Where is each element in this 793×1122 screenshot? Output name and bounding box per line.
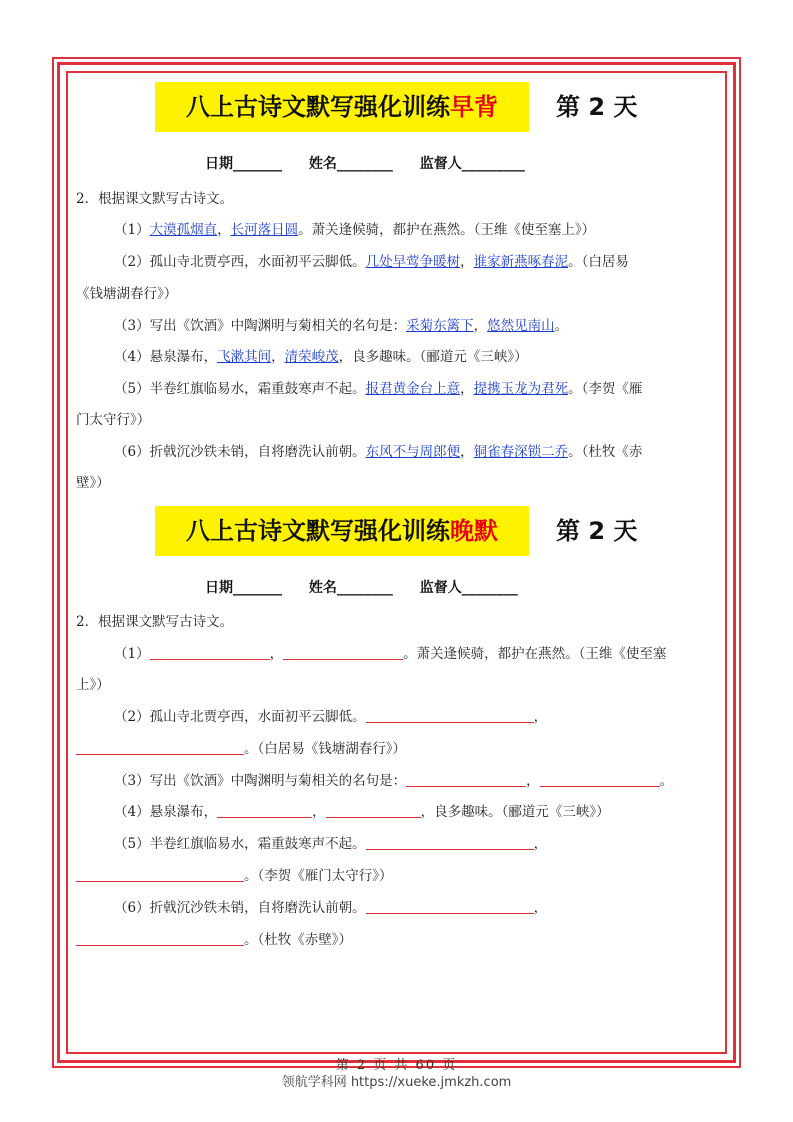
answer-text: 大漠孤烟直: [149, 222, 218, 238]
morning-item-4: [114, 347, 721, 367]
item-text: ，: [526, 773, 540, 789]
item-text: ，: [460, 444, 474, 460]
evening-question-heading: 2．根据课文默写古诗文。: [76, 614, 234, 630]
evening-meta-row: [205, 577, 625, 597]
answer-text: 长河落日圆: [230, 222, 299, 238]
evening-item-6-cont: [76, 930, 721, 950]
answer-blank[interactable]: [406, 772, 526, 787]
answer-text: 东风不与周郎便: [365, 444, 461, 460]
supervisor-field: 监督人________: [419, 580, 518, 596]
evening-title: [155, 506, 529, 556]
item-text: 。（白居易: [568, 254, 629, 270]
morning-day-label: 第 2 天: [556, 93, 638, 121]
morning-title: [155, 82, 529, 132]
answer-blank[interactable]: [283, 645, 403, 660]
item-text: 。萧关逢候骑，都护在燕然。（王维《使至塞上》）: [298, 222, 596, 238]
morning-question-heading: 2．根据课文默写古诗文。: [76, 191, 234, 207]
item-text: ，: [473, 318, 488, 334]
item-text: （4）悬泉瀑布，: [114, 349, 218, 365]
item-text: （3）写出《饮酒》中陶渊明与菊相关的名句是：: [114, 318, 407, 334]
answer-text: 悠然见南山: [487, 318, 555, 334]
item-text: 。（李贺《雁门太守行》）: [244, 868, 393, 884]
item-text: 。（白居易《钱塘湖春行》）: [244, 741, 406, 757]
item-text: ，: [217, 222, 231, 238]
evening-item-1-cont: 上》）: [76, 677, 110, 693]
item-text: ，: [269, 646, 284, 662]
morning-item-5: [114, 379, 721, 399]
item-text: （2）孤山寺北贾亭西，水面初平云脚低。: [114, 709, 366, 725]
answer-text: 清荣峻茂: [284, 349, 339, 365]
item-text: ，: [271, 349, 285, 365]
evening-item-2: [114, 707, 721, 727]
item-text: （5）半卷红旗临易水，霜重鼓寒声不起。: [114, 381, 366, 397]
item-text: ，: [312, 804, 326, 820]
answer-text: 铜雀春深锁二乔: [473, 444, 569, 460]
morning-item-2-cont: 《钱塘湖春行》）: [76, 286, 178, 302]
item-text: （4）悬泉瀑布，: [114, 804, 218, 820]
item-text: （6）折戟沉沙铁未销，自将磨洗认前朝。: [114, 444, 366, 460]
name-field: 姓名________: [308, 156, 393, 172]
evening-item-5: [114, 834, 721, 854]
item-text: ，: [533, 709, 548, 725]
answer-blank[interactable]: [366, 899, 534, 914]
item-text: ，良多趣味。（郦道元《三峡》）: [420, 804, 610, 820]
morning-meta-row: [205, 153, 625, 173]
evening-item-5-cont: [76, 866, 721, 886]
answer-blank[interactable]: [217, 803, 312, 818]
evening-item-6: [114, 898, 721, 918]
answer-text: 几处早莺争暖树: [365, 254, 461, 270]
evening-item-3: [114, 771, 721, 791]
morning-item-1: [114, 220, 721, 240]
morning-item-6: [114, 442, 721, 462]
item-text: ，良多趣味。（郦道元《三峡》）: [338, 349, 528, 365]
morning-item-3: [114, 316, 721, 336]
item-text: 。（杜牧《赤: [568, 444, 643, 460]
item-text: 。: [659, 773, 674, 789]
answer-text: 提携玉龙为君死: [473, 381, 569, 397]
answer-text: 报君黄金台上意: [365, 381, 461, 397]
answer-text: 飞漱其间: [217, 349, 272, 365]
evening-title-main: 八上古诗文默写强化训练: [186, 517, 450, 545]
item-text: ，: [533, 836, 548, 852]
answer-text: 谁家新燕啄春泥: [473, 254, 569, 270]
evening-title-accent: 晚默: [450, 517, 498, 545]
item-text: （3）写出《饮酒》中陶渊明与菊相关的名句是：: [114, 773, 407, 789]
answer-blank[interactable]: [76, 740, 244, 755]
morning-item-6-cont: 壁》）: [76, 475, 110, 491]
name-field: 姓名________: [308, 580, 393, 596]
item-text: 。: [554, 318, 569, 334]
evening-item-4: [114, 802, 721, 822]
item-text: 。萧关逢候骑，都护在燕然。（王维《使至塞: [403, 646, 667, 662]
answer-blank[interactable]: [326, 803, 421, 818]
morning-item-2: [114, 252, 721, 272]
site-link[interactable]: 领航学科网 https://xueke.jmkzh.com: [281, 1075, 512, 1090]
answer-blank[interactable]: [76, 931, 244, 946]
item-text: 。（李贺《雁: [568, 381, 643, 397]
supervisor-field: 监督人_________: [419, 156, 525, 172]
answer-blank[interactable]: [540, 772, 660, 787]
item-text: （6）折戟沉沙铁未销，自将磨洗认前朝。: [114, 900, 366, 916]
answer-blank[interactable]: [366, 708, 534, 723]
answer-blank[interactable]: [76, 867, 244, 882]
evening-day-label: 第 2 天: [556, 517, 638, 545]
item-text: ，: [460, 381, 474, 397]
item-text: （1）: [114, 646, 150, 662]
answer-blank[interactable]: [150, 645, 270, 660]
item-text: （1）: [114, 222, 150, 238]
evening-item-2-cont: [76, 739, 721, 759]
item-text: （2）孤山寺北贾亭西，水面初平云脚低。: [114, 254, 366, 270]
item-text: 。（杜牧《赤壁》）: [244, 932, 352, 948]
item-text: ，: [460, 254, 474, 270]
date-field: 日期_______: [205, 156, 282, 172]
answer-blank[interactable]: [366, 835, 534, 850]
morning-title-main: 八上古诗文默写强化训练: [186, 93, 450, 121]
page-number: 第 2 页 共 60 页: [335, 1058, 458, 1073]
item-text: ，: [533, 900, 548, 916]
answer-text: 采菊东篱下: [406, 318, 474, 334]
morning-title-accent: 早背: [450, 93, 498, 121]
morning-item-5-cont: 门太守行》）: [76, 412, 151, 428]
evening-item-1: [114, 644, 721, 664]
item-text: （5）半卷红旗临易水，霜重鼓寒声不起。: [114, 836, 366, 852]
date-field: 日期_______: [205, 580, 282, 596]
